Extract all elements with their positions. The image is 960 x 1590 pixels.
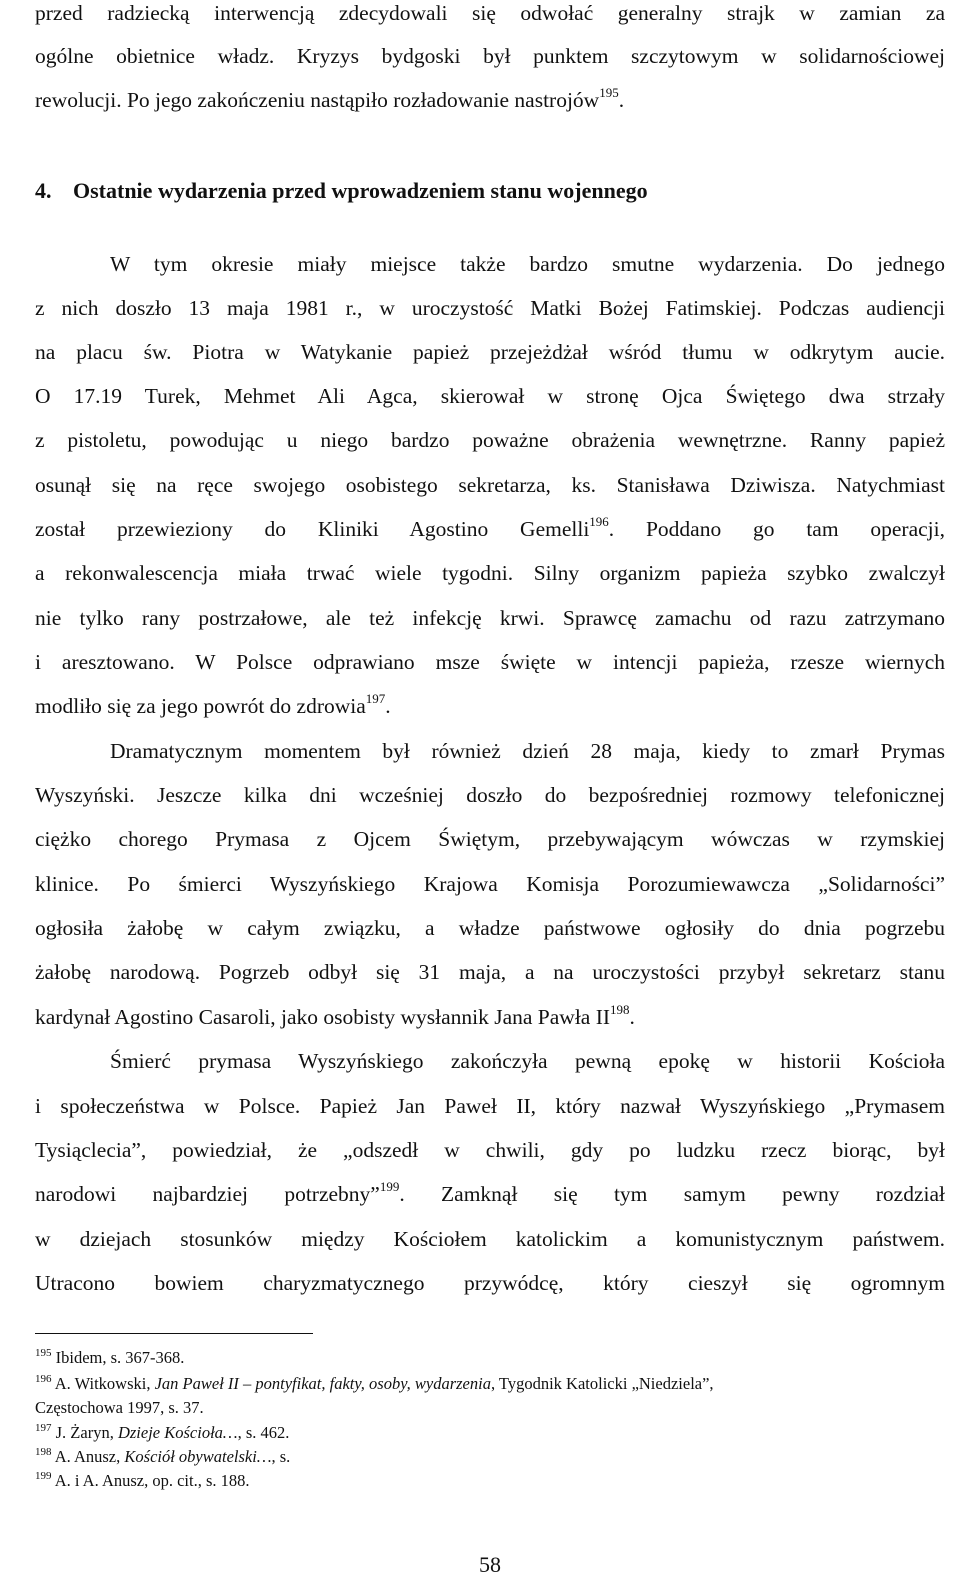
- footnote-continuation: Częstochowa 1997, s. 37.: [35, 1398, 204, 1417]
- footnote-ref[interactable]: 198: [610, 1001, 630, 1017]
- footnote-number: 195: [35, 1346, 52, 1359]
- footnote-number: 196: [35, 1372, 52, 1385]
- body-text-line: Wyszyński. Jeszcze kilka dni wcześniej doszło do bezpośredniej rozmowy telefonicznej: [35, 783, 945, 807]
- body-text-line: został przewieziony do Kliniki Agostino Gemelli$^{196}$. Poddano go tam operacji,: [35, 513, 945, 541]
- body-text-line: z nich doszło 13 maja 1981 r., w uroczystość Matki Bożej Fatimskiej. Podczas audiencji: [35, 296, 945, 320]
- body-text-line: przed radziecką interwencją zdecydowali się odwołać generalny strajk w zamian za: [35, 1, 945, 25]
- footnote-separator: [35, 1333, 313, 1334]
- body-text-line: Tysiąclecia”, powiedział, że „odszedł w chwili, gdy po ludzku rzecz biorąc, był: [35, 1138, 945, 1162]
- footnote-ref[interactable]: 196: [589, 513, 609, 529]
- body-text-line: rewolucji. Po jego zakończeniu nastąpiło rozładowanie nastrojów$^{195}$.: [35, 84, 625, 112]
- footnote-number: 198: [35, 1445, 52, 1458]
- body-text-line: i społeczeństwa w Polsce. Papież Jan Paweł II, który nazwał Wyszyńskiego „Prymasem: [35, 1094, 945, 1118]
- footnote-number: 199: [35, 1469, 52, 1482]
- body-text-line: O 17.19 Turek, Mehmet Ali Agca, skierował w stronę Ojca Świętego dwa strzały: [35, 384, 945, 408]
- footnote-ref[interactable]: 197: [365, 690, 386, 706]
- footnote-ref[interactable]: 195: [599, 84, 619, 100]
- body-text-line: żałobę narodową. Pogrzeb odbył się 31 maja, a na uroczystości przybył sekretarz stanu: [35, 960, 945, 984]
- section-heading: [35, 176, 945, 206]
- body-text-line: i aresztowano. W Polsce odprawiano msze święte w intencji papieża, rzesze wiernych: [35, 650, 945, 674]
- section-title: Ostatnie wydarzenia przed wprowadzeniem stanu wojennego: [73, 178, 648, 203]
- footnote: $^{196}$ A. Witkowski, Jan Paweł II – pontyfikat, fakty, osoby, wydarzenia, Tygodnik Katolicki „Niedziela”,: [35, 1372, 714, 1393]
- body-text-line: z pistoletu, powodując u niego bardzo poważne obrażenia wewnętrzne. Ranny papież: [35, 428, 945, 452]
- body-text-line: Utracono bowiem charyzmatycznego przywódcę, który cieszył się ogromnym: [35, 1271, 945, 1295]
- body-text-line: W tym okresie miały miejsce także bardzo smutne wydarzenia. Do jednego: [110, 252, 945, 276]
- body-text-line: klinice. Po śmierci Wyszyńskiego Krajowa Komisja Porozumiewawcza „Solidarności”: [35, 872, 945, 896]
- body-text-line: modliło się za jego powrót do zdrowia$^{197}$.: [35, 690, 391, 718]
- body-text-line: ogłosiła żałobę w całym związku, a władze państwowe ogłosiły do dnia pogrzebu: [35, 916, 945, 940]
- page-number: 58: [479, 1552, 501, 1577]
- footnote: $^{197}$ J. Żaryn, Dzieje Kościoła…, s. 462.: [35, 1421, 290, 1442]
- body-text-line: nie tylko rany postrzałowe, ale też infekcję krwi. Sprawcę zamachu od razu zatrzymano: [35, 606, 945, 630]
- body-text-line: kardynał Agostino Casaroli, jako osobisty wysłannik Jana Pawła II$^{198}$.: [35, 1001, 635, 1029]
- footnote: $^{195}$ Ibidem, s. 367-368.: [35, 1346, 185, 1367]
- body-text-line: narodowi najbardziej potrzebny”$^{199}$. Zamknął się tym samym pewny rozdział: [35, 1178, 945, 1206]
- footnote-number: 197: [35, 1421, 52, 1434]
- body-text-line: w dziejach stosunków między Kościołem katolickim a komunistycznym państwem.: [35, 1227, 945, 1251]
- footnote: $^{199}$ A. i A. Anusz, op. cit., s. 188.: [35, 1469, 250, 1490]
- body-text-line: osunął się na ręce swojego osobistego sekretarza, ks. Stanisława Dziwisza. Natychmiast: [35, 473, 945, 497]
- body-text-line: na placu św. Piotra w Watykanie papież przejeżdżał wśród tłumu w odkrytym aucie.: [35, 340, 945, 364]
- body-text-line: ogólne obietnice władz. Kryzys bydgoski był punktem szczytowym w solidarnościowej: [35, 44, 945, 68]
- body-text-line: a rekonwalescencja miała trwać wiele tygodni. Silny organizm papieża szybko zwalczył: [35, 561, 945, 585]
- body-text-line: ciężko chorego Prymasa z Ojcem Świętym, przebywającym wówczas w rzymskiej: [35, 827, 945, 851]
- body-text-line: Dramatycznym momentem był również dzień 28 maja, kiedy to zmarł Prymas: [110, 739, 945, 763]
- footnote-ref[interactable]: 199: [379, 1178, 400, 1194]
- section-number: 4.: [35, 178, 52, 203]
- footnote: $^{198}$ A. Anusz, Kościół obywatelski…, s.: [35, 1445, 291, 1466]
- body-text-line: Śmierć prymasa Wyszyńskiego zakończyła pewną epokę w historii Kościoła: [110, 1049, 945, 1073]
